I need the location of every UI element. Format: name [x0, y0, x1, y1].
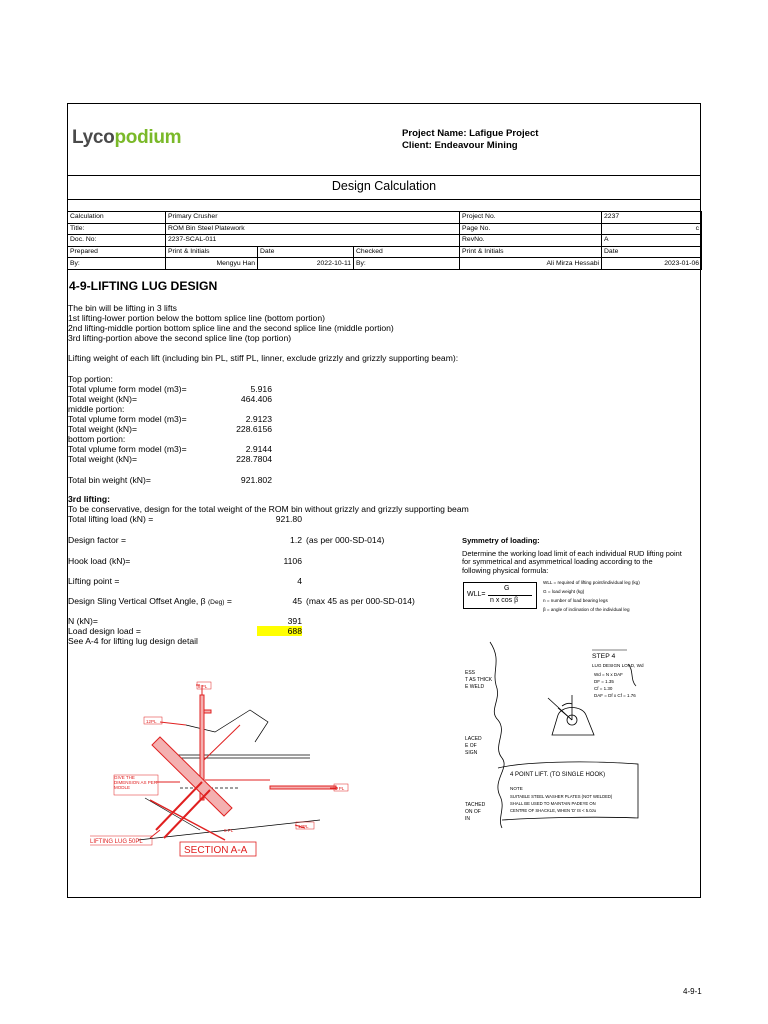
third-lifting-heading: 3rd lifting:: [68, 494, 111, 504]
angle-arc: [562, 703, 572, 706]
info-cell: Primary Crusher: [166, 212, 460, 224]
middle-weight: 228.6156: [236, 424, 272, 434]
detail-equation: Wd = N x DAF: [594, 672, 623, 677]
info-table: [67, 211, 702, 270]
hook-load: 1106: [283, 556, 302, 566]
cut-text: ESS: [465, 670, 476, 676]
top-volume: 5.916: [250, 384, 272, 394]
cut-text: LACED: [465, 736, 482, 742]
design-factor-note: (as per 000-SD-014): [306, 535, 385, 545]
lifting-lug-label: LIFTING LUG 50PL: [90, 839, 143, 845]
info-cell: 2237-SCAL-011: [166, 235, 460, 247]
total-bin-weight: 921.802: [240, 475, 272, 485]
formula-legend: WLL = required of lifting point/individual leg (kg): [543, 580, 640, 585]
divider: [67, 199, 701, 200]
sign-cell: By:: [68, 258, 166, 270]
intro-line: 1st lifting-lower portion below the bottom splice line (bottom portion): [68, 313, 325, 323]
lift-title: 4 POINT LIFT. (TO SINGLE HOOK): [510, 772, 606, 778]
info-cell: Calculation: [68, 212, 166, 224]
step-label: STEP 4: [592, 653, 616, 660]
plate-label: 8 PL: [335, 786, 345, 791]
table-row: [68, 246, 702, 258]
note-line: SHALL BE USED TO MAINTAIN PADEYE ON: [510, 801, 596, 806]
middle-volume: 2.9123: [245, 414, 272, 424]
sign-cell: Print & Initials: [166, 246, 258, 258]
section-heading: 4-9-LIFTING LUG DESIGN: [69, 279, 218, 293]
sling-angle-label: Design Sling Vertical Offset Angle, β (Deg) =: [68, 596, 232, 606]
formula-legend: β = angle of inclination of the individual leg: [543, 607, 630, 612]
table-row: [68, 212, 702, 224]
horizontal-plate: [270, 786, 336, 789]
page-number: 4-9-1: [683, 987, 702, 996]
bottom-portion-label: bottom portion:: [68, 434, 126, 444]
info-cell: RevNo.: [460, 235, 602, 247]
intro-line: The bin will be lifting in 3 lifts: [68, 303, 177, 313]
plate-label: 8 PL: [198, 684, 208, 689]
leader-line: [160, 722, 186, 725]
sign-cell: Mengyu Han: [166, 258, 258, 270]
detail-equation: Cf = 1.30: [594, 686, 613, 691]
wll-formula: [461, 578, 681, 618]
weight-label: Total weight (kN)=: [68, 424, 138, 434]
table-row: [68, 258, 702, 270]
middle-portion-label: middle portion:: [68, 404, 125, 414]
section-a-a-drawing: [90, 670, 360, 860]
sign-cell: 2023-01-06: [602, 258, 702, 270]
see-note: See A-4 for lifting lug design detail: [68, 636, 198, 646]
info-cell: A: [602, 235, 702, 247]
formula-legend: n = number of load bearing legs: [543, 598, 608, 603]
cut-text: IN: [465, 816, 470, 822]
table-row: [68, 235, 702, 247]
padeye-outline: [552, 708, 594, 736]
fraction-bar: [488, 595, 532, 596]
sign-cell: Date: [602, 246, 702, 258]
table-row: [68, 223, 702, 235]
cut-text: E OF: [465, 743, 477, 749]
total-lifting-load: 921.80: [275, 514, 302, 524]
formula-box: [463, 582, 537, 609]
info-cell: Title:: [68, 223, 166, 235]
info-cell: Project No.: [460, 212, 602, 224]
plate-label: 12PL: [146, 719, 157, 724]
intro-line: 2nd lifting-middle portion bottom splice line and the second splice line (middle portion): [68, 323, 394, 333]
hook-load-label: Hook load (kN)=: [68, 556, 131, 566]
top-portion-label: Top portion:: [68, 374, 113, 384]
step-subtitle: LUG DESIGN LOAD, Wd: [592, 663, 644, 668]
info-cell: ROM Bin Steel Platework: [166, 223, 460, 235]
sling-angle: 45: [292, 596, 302, 606]
sign-cell: Checked: [354, 246, 460, 258]
info-cell: Doc. No:: [68, 235, 166, 247]
load-design-load: 688: [257, 626, 302, 636]
plate-label: 8 PL: [224, 828, 234, 833]
design-factor: 1.2: [290, 535, 302, 545]
design-factor-label: Design factor =: [68, 535, 127, 545]
cut-text: ON OF: [465, 809, 481, 815]
detail-equation: DF = 1.35: [594, 679, 614, 684]
total-bin-weight-label: Total bin weight (kN)=: [68, 475, 151, 485]
cut-text: T AS THICK: [465, 677, 493, 683]
cut-text: E WELD: [465, 684, 485, 690]
sling-angle-note: (max 45 as per 000-SD-014): [306, 596, 415, 606]
weight-label: Total weight (kN)=: [68, 394, 138, 404]
dimension-note: GIVE THE DIMENSION AS PER MODLE: [114, 775, 158, 790]
sign-cell: Date: [258, 246, 354, 258]
lifting-lug: [152, 737, 232, 816]
note-line: CENTRE OF SHACKLE, WHEN 'D' IS < 5.0Ju: [510, 808, 596, 813]
design-force-arrow: [558, 708, 572, 720]
formula-legend: G = load weight (kg): [543, 589, 585, 594]
symmetry-of-loading: [462, 537, 682, 575]
top-flange: [204, 710, 211, 713]
bottom-weight: 228.7804: [236, 454, 272, 464]
symmetry-text: Determine the working load limit of each individual RUD lifting point for symmetrical and asymmetrical loading according to the following physical formula:: [462, 548, 682, 575]
n-label: N (kN)=: [68, 616, 98, 626]
break-line: [490, 642, 504, 828]
top-weight: 464.406: [240, 394, 272, 404]
load-design-load-label: Load design load =: [68, 626, 141, 636]
info-cell: 2237: [602, 212, 702, 224]
sign-cell: Ali Mirza Hessabi: [460, 258, 602, 270]
sign-cell: Prepared: [68, 246, 166, 258]
lifting-point-label: Lifting point =: [68, 576, 120, 586]
n-value: 391: [287, 616, 302, 626]
info-cell: c: [602, 223, 702, 235]
total-lifting-load-label: Total lifting load (kN) =: [68, 514, 154, 524]
project-name: Project Name: Lafigue Project: [402, 128, 539, 139]
detail-equation: DAF = Df x Cf = 1.76: [594, 693, 636, 698]
sign-cell: 2022-10-11: [258, 258, 354, 270]
sign-cell: By:: [354, 258, 460, 270]
wll-symbol: WLL=: [467, 591, 486, 598]
leader-line: [150, 830, 160, 838]
symmetry-title: Symmetry of loading:: [462, 536, 540, 545]
plate-label: 12PL: [298, 824, 309, 829]
weight-label: Total weight (kN)=: [68, 454, 138, 464]
note-title: NOTE: [510, 786, 523, 791]
volume-label: Total vplume form model (m3)=: [68, 384, 187, 394]
client-name: Client: Endeavour Mining: [402, 140, 518, 151]
divider: [67, 175, 701, 176]
volume-label: Total vplume form model (m3)=: [68, 444, 187, 454]
cut-text: SIGN: [465, 750, 478, 756]
numerator: G: [504, 585, 510, 592]
third-lifting-line: To be conservative, design for the total weight of the ROM bin without grizzly and grizzly supporting beam: [68, 504, 469, 514]
info-cell: Page No.: [460, 223, 602, 235]
intro-line: 3rd lifting-portion above the second splice line (top portion): [68, 333, 292, 343]
lug-detail-drawing: [462, 640, 682, 830]
section-label: SECTION A-A: [184, 845, 248, 856]
cut-text: TACHED: [465, 802, 486, 808]
volume-label: Total vplume form model (m3)=: [68, 414, 187, 424]
company-logo: Lycopodium: [72, 127, 182, 148]
denominator: n x cos β: [490, 597, 519, 604]
sign-cell: Print & Initials: [460, 246, 602, 258]
document-title: Design Calculation: [331, 179, 437, 193]
lifting-point: 4: [297, 576, 302, 586]
lift-weight-line: Lifting weight of each lift (including bin PL, stiff PL, linner, exclude grizzly and grizzly supporting beam):: [68, 353, 459, 363]
bottom-volume: 2.9144: [245, 444, 272, 454]
note-line: SUITABLE STEEL WASHER PLATES (NOT WELDED): [510, 794, 613, 799]
